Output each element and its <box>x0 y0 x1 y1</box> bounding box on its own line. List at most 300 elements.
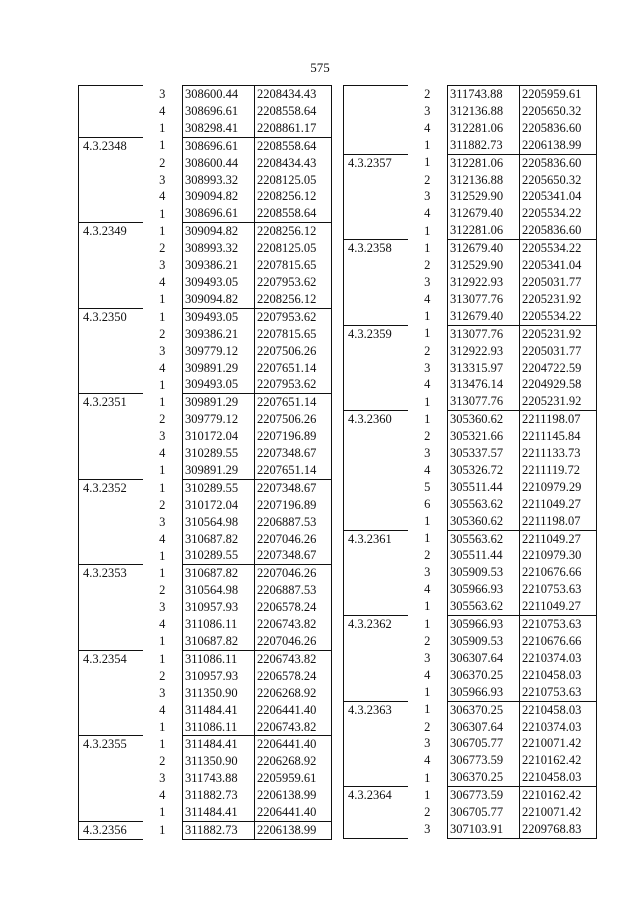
table-row <box>79 428 332 445</box>
x-coordinate-cell: 310564.98 <box>183 582 255 599</box>
y-coordinate-cell: 2210071.42 <box>520 735 597 752</box>
y-coordinate-cell: 2205534.22 <box>520 205 597 222</box>
point-number-cell: 1 <box>159 224 166 238</box>
parcel-id-cell <box>79 291 143 308</box>
table-row <box>344 222 597 239</box>
point-number-cell: 2 <box>159 668 166 683</box>
y-coordinate-cell: 2208256.12 <box>255 291 332 308</box>
table-row <box>79 86 332 103</box>
x-coordinate-cell: 312529.90 <box>448 257 520 274</box>
table-row <box>79 155 332 172</box>
table-row <box>344 564 597 581</box>
x-coordinate-cell: 308696.61 <box>183 103 255 120</box>
y-coordinate-cell: 2205231.92 <box>520 393 597 410</box>
table-row <box>79 565 332 582</box>
parcel-id-cell <box>79 274 143 291</box>
parcel-id-cell <box>79 86 143 103</box>
y-coordinate-cell: 2210458.03 <box>520 769 597 786</box>
parcel-id-cell <box>344 564 408 581</box>
point-number-cell: 3 <box>159 685 166 700</box>
x-coordinate-cell: 310957.93 <box>183 599 255 616</box>
point-number-cell: 4 <box>159 788 166 803</box>
table-row <box>344 393 597 410</box>
parcel-id-cell: 4.3.2355 <box>79 736 143 753</box>
table-row <box>79 531 332 548</box>
point-number-cell: 1 <box>424 531 431 546</box>
point-number-cell: 3 <box>424 189 431 204</box>
point-number-cell: 4 <box>159 702 166 717</box>
point-number-cell: 1 <box>424 240 431 255</box>
x-coordinate-cell: 308298.41 <box>183 120 255 137</box>
x-coordinate-cell: 312281.06 <box>448 222 520 239</box>
x-coordinate-cell: 311743.88 <box>448 86 520 103</box>
table-row <box>344 701 597 718</box>
point-number-cell: 4 <box>424 120 431 135</box>
x-coordinate-cell: 309891.29 <box>183 394 255 411</box>
parcel-id-cell <box>344 188 408 205</box>
x-coordinate-cell: 309779.12 <box>183 343 255 360</box>
y-coordinate-cell: 2206887.53 <box>255 514 332 531</box>
point-number-cell: 3 <box>424 103 431 118</box>
table-row <box>344 598 597 615</box>
x-coordinate-cell: 305909.53 <box>448 564 520 581</box>
y-coordinate-cell: 2208434.43 <box>255 155 332 172</box>
y-coordinate-cell: 2207953.62 <box>255 376 332 393</box>
point-number-cell: 1 <box>424 684 431 699</box>
x-coordinate-cell: 313077.76 <box>448 291 520 308</box>
y-coordinate-cell: 2207815.65 <box>255 257 332 274</box>
y-coordinate-cell: 2205231.92 <box>520 325 597 342</box>
table-row <box>79 205 332 222</box>
parcel-id-cell <box>79 428 143 445</box>
x-coordinate-cell: 305563.62 <box>448 530 520 547</box>
x-coordinate-cell: 309493.05 <box>183 376 255 393</box>
y-coordinate-cell: 2206743.82 <box>255 650 332 667</box>
table-row <box>344 581 597 598</box>
table-row <box>79 616 332 633</box>
parcel-id-cell <box>344 496 408 513</box>
parcel-id-cell <box>344 513 408 530</box>
parcel-id-cell <box>344 598 408 615</box>
parcel-id-cell: 4.3.2358 <box>344 240 408 257</box>
parcel-id-cell: 4.3.2349 <box>79 223 143 240</box>
x-coordinate-cell: 313077.76 <box>448 393 520 410</box>
y-coordinate-cell: 2210676.66 <box>520 633 597 650</box>
point-number-cell: 4 <box>424 462 431 477</box>
table-row <box>79 120 332 137</box>
point-number-cell: 4 <box>159 617 166 632</box>
point-number-cell: 2 <box>159 155 166 170</box>
table-row <box>79 787 332 804</box>
y-coordinate-cell: 2206887.53 <box>255 582 332 599</box>
y-coordinate-cell: 2207953.62 <box>255 308 332 325</box>
parcel-id-cell <box>79 770 143 787</box>
y-coordinate-cell: 2211049.27 <box>520 496 597 513</box>
table-row <box>344 821 597 838</box>
table-row <box>344 137 597 154</box>
point-number-cell: 1 <box>424 616 431 631</box>
parcel-id-cell <box>79 804 143 821</box>
y-coordinate-cell: 2208256.12 <box>255 188 332 205</box>
table-row <box>344 445 597 462</box>
y-coordinate-cell: 2208125.05 <box>255 172 332 189</box>
parcel-id-cell <box>79 360 143 377</box>
y-coordinate-cell: 2207506.26 <box>255 343 332 360</box>
point-number-cell: 3 <box>159 771 166 786</box>
y-coordinate-cell: 2210979.30 <box>520 547 597 564</box>
y-coordinate-cell: 2206441.40 <box>255 702 332 719</box>
point-number-cell: 2 <box>159 412 166 427</box>
x-coordinate-cell: 308600.44 <box>183 155 255 172</box>
point-number-cell: 4 <box>159 103 166 118</box>
table-row <box>344 735 597 752</box>
point-number-cell: 3 <box>159 172 166 187</box>
parcel-id-cell <box>344 103 408 120</box>
table-row <box>79 445 332 462</box>
point-number-cell: 4 <box>424 206 431 221</box>
y-coordinate-cell: 2206743.82 <box>255 719 332 736</box>
point-number-cell: 2 <box>424 429 431 444</box>
y-coordinate-cell: 2210162.42 <box>520 752 597 769</box>
point-number-cell: 2 <box>424 86 431 101</box>
x-coordinate-cell: 311882.73 <box>448 137 520 154</box>
y-coordinate-cell: 2206138.99 <box>255 821 332 839</box>
y-coordinate-cell: 2206138.99 <box>255 787 332 804</box>
parcel-id-cell <box>344 547 408 564</box>
point-number-cell: 4 <box>424 753 431 768</box>
x-coordinate-cell: 310289.55 <box>183 445 255 462</box>
x-coordinate-cell: 311484.41 <box>183 736 255 753</box>
parcel-id-cell <box>344 428 408 445</box>
x-coordinate-cell: 310687.82 <box>183 565 255 582</box>
parcel-id-cell <box>344 205 408 222</box>
point-number-cell: 4 <box>424 291 431 306</box>
table-row <box>344 240 597 257</box>
table-row <box>344 496 597 513</box>
point-number-cell: 2 <box>424 172 431 187</box>
left-coordinate-table <box>78 85 332 840</box>
table-row <box>79 804 332 821</box>
point-number-cell: 3 <box>159 514 166 529</box>
table-row <box>79 240 332 257</box>
parcel-id-cell: 4.3.2352 <box>79 479 143 496</box>
parcel-id-cell <box>344 308 408 325</box>
parcel-id-cell <box>344 667 408 684</box>
parcel-id-cell <box>344 172 408 189</box>
x-coordinate-cell: 305909.53 <box>448 633 520 650</box>
parcel-id-cell <box>79 376 143 393</box>
point-number-cell: 4 <box>424 582 431 597</box>
y-coordinate-cell: 2210162.42 <box>520 787 597 804</box>
point-number-cell: 4 <box>159 274 166 289</box>
y-coordinate-cell: 2210071.42 <box>520 804 597 821</box>
x-coordinate-cell: 309891.29 <box>183 462 255 479</box>
y-coordinate-cell: 2210753.63 <box>520 616 597 633</box>
parcel-id-cell <box>344 343 408 360</box>
y-coordinate-cell: 2210374.03 <box>520 719 597 736</box>
y-coordinate-cell: 2206578.24 <box>255 599 332 616</box>
parcel-id-cell: 4.3.2354 <box>79 650 143 667</box>
parcel-id-cell <box>79 326 143 343</box>
y-coordinate-cell: 2208125.05 <box>255 240 332 257</box>
table-row <box>79 103 332 120</box>
table-row <box>344 616 597 633</box>
point-number-cell: 4 <box>424 377 431 392</box>
x-coordinate-cell: 310289.55 <box>183 479 255 496</box>
point-number-cell: 2 <box>424 258 431 273</box>
point-number-cell: 2 <box>424 719 431 734</box>
parcel-id-cell <box>79 462 143 479</box>
y-coordinate-cell: 2208256.12 <box>255 223 332 240</box>
point-number-cell: 3 <box>159 86 166 101</box>
table-row <box>344 205 597 222</box>
y-coordinate-cell: 2207651.14 <box>255 462 332 479</box>
y-coordinate-cell: 2207196.89 <box>255 428 332 445</box>
table-row <box>344 752 597 769</box>
x-coordinate-cell: 305966.93 <box>448 684 520 701</box>
y-coordinate-cell: 2206268.92 <box>255 685 332 702</box>
y-coordinate-cell: 2211198.07 <box>520 513 597 530</box>
table-row <box>79 326 332 343</box>
point-number-cell: 1 <box>159 480 166 495</box>
parcel-id-cell <box>79 445 143 462</box>
table-row <box>79 137 332 154</box>
table-row <box>344 428 597 445</box>
x-coordinate-cell: 306705.77 <box>448 804 520 821</box>
table-row <box>344 513 597 530</box>
table-row <box>344 462 597 479</box>
point-number-cell: 1 <box>424 411 431 426</box>
parcel-id-cell <box>79 633 143 650</box>
x-coordinate-cell: 312529.90 <box>448 188 520 205</box>
y-coordinate-cell: 2210753.63 <box>520 684 597 701</box>
point-number-cell: 1 <box>159 822 166 837</box>
parcel-id-cell <box>344 804 408 821</box>
y-coordinate-cell: 2210458.03 <box>520 701 597 718</box>
point-number-cell: 1 <box>424 137 431 152</box>
x-coordinate-cell: 309094.82 <box>183 291 255 308</box>
x-coordinate-cell: 305563.62 <box>448 496 520 513</box>
x-coordinate-cell: 309094.82 <box>183 223 255 240</box>
parcel-id-cell <box>344 650 408 667</box>
point-number-cell: 2 <box>424 343 431 358</box>
parcel-id-cell <box>344 291 408 308</box>
parcel-id-cell <box>79 702 143 719</box>
x-coordinate-cell: 311743.88 <box>183 770 255 787</box>
y-coordinate-cell: 2211133.73 <box>520 445 597 462</box>
x-coordinate-cell: 313476.14 <box>448 376 520 393</box>
table-row <box>344 804 597 821</box>
parcel-id-cell: 4.3.2350 <box>79 308 143 325</box>
x-coordinate-cell: 306370.25 <box>448 769 520 786</box>
x-coordinate-cell: 308696.61 <box>183 137 255 154</box>
table-row <box>344 86 597 103</box>
point-number-cell: 3 <box>159 429 166 444</box>
point-number-cell: 3 <box>159 600 166 615</box>
table-row <box>344 154 597 171</box>
point-number-cell: 1 <box>424 309 431 324</box>
table-row <box>79 753 332 770</box>
table-row <box>79 188 332 205</box>
x-coordinate-cell: 308993.32 <box>183 240 255 257</box>
table-row <box>344 343 597 360</box>
y-coordinate-cell: 2205341.04 <box>520 188 597 205</box>
parcel-id-cell <box>79 599 143 616</box>
table-row <box>79 360 332 377</box>
point-number-cell: 2 <box>424 634 431 648</box>
table-row <box>79 172 332 189</box>
table-row <box>344 308 597 325</box>
parcel-id-cell <box>79 668 143 685</box>
point-number-cell: 1 <box>424 513 431 528</box>
point-number-cell: 4 <box>159 360 166 375</box>
x-coordinate-cell: 310172.04 <box>183 428 255 445</box>
y-coordinate-cell: 2206138.99 <box>520 137 597 154</box>
x-coordinate-cell: 312281.06 <box>448 154 520 171</box>
parcel-id-cell <box>79 582 143 599</box>
table-row <box>344 411 597 428</box>
x-coordinate-cell: 305360.62 <box>448 513 520 530</box>
parcel-id-cell: 4.3.2353 <box>79 565 143 582</box>
y-coordinate-cell: 2205031.77 <box>520 274 597 291</box>
y-coordinate-cell: 2204722.59 <box>520 360 597 377</box>
table-row <box>79 411 332 428</box>
parcel-id-cell <box>344 257 408 274</box>
table-row <box>79 736 332 753</box>
parcel-id-cell <box>344 274 408 291</box>
point-number-cell: 3 <box>424 446 431 461</box>
y-coordinate-cell: 2205650.32 <box>520 172 597 189</box>
table-row <box>79 668 332 685</box>
point-number-cell: 3 <box>159 258 166 273</box>
x-coordinate-cell: 313077.76 <box>448 325 520 342</box>
x-coordinate-cell: 309094.82 <box>183 188 255 205</box>
parcel-id-cell <box>344 769 408 786</box>
x-coordinate-cell: 309386.21 <box>183 326 255 343</box>
y-coordinate-cell: 2211049.27 <box>520 530 597 547</box>
y-coordinate-cell: 2207815.65 <box>255 326 332 343</box>
point-number-cell: 2 <box>159 583 166 598</box>
x-coordinate-cell: 312136.88 <box>448 103 520 120</box>
parcel-id-cell <box>79 411 143 428</box>
x-coordinate-cell: 311882.73 <box>183 821 255 839</box>
table-row <box>344 479 597 496</box>
table-row <box>79 479 332 496</box>
x-coordinate-cell: 308600.44 <box>183 86 255 103</box>
y-coordinate-cell: 2210676.66 <box>520 564 597 581</box>
y-coordinate-cell: 2208861.17 <box>255 120 332 137</box>
parcel-id-cell <box>79 257 143 274</box>
x-coordinate-cell: 311086.11 <box>183 650 255 667</box>
point-number-cell: 1 <box>159 463 166 478</box>
y-coordinate-cell: 2206268.92 <box>255 753 332 770</box>
table-row <box>79 685 332 702</box>
table-row <box>79 633 332 650</box>
y-coordinate-cell: 2207046.26 <box>255 531 332 548</box>
point-number-cell: 1 <box>424 223 431 238</box>
y-coordinate-cell: 2210753.63 <box>520 581 597 598</box>
x-coordinate-cell: 313315.97 <box>448 360 520 377</box>
y-coordinate-cell: 2208558.64 <box>255 205 332 222</box>
right-coordinate-table <box>343 85 597 839</box>
x-coordinate-cell: 312136.88 <box>448 172 520 189</box>
table-row <box>344 257 597 274</box>
y-coordinate-cell: 2211198.07 <box>520 411 597 428</box>
point-number-cell: 1 <box>159 548 166 563</box>
y-coordinate-cell: 2205534.22 <box>520 308 597 325</box>
y-coordinate-cell: 2208558.64 <box>255 103 332 120</box>
parcel-id-cell <box>344 752 408 769</box>
point-number-cell: 1 <box>159 805 166 820</box>
point-number-cell: 1 <box>159 138 166 153</box>
parcel-id-cell <box>79 753 143 770</box>
y-coordinate-cell: 2205959.61 <box>520 86 597 103</box>
y-coordinate-cell: 2210979.29 <box>520 479 597 496</box>
point-number-cell: 2 <box>159 754 166 769</box>
parcel-id-cell <box>79 343 143 360</box>
parcel-id-cell: 4.3.2359 <box>344 325 408 342</box>
point-number-cell: 4 <box>159 531 166 546</box>
x-coordinate-cell: 309891.29 <box>183 360 255 377</box>
parcel-id-cell <box>344 137 408 154</box>
x-coordinate-cell: 310957.93 <box>183 668 255 685</box>
parcel-id-cell <box>79 172 143 189</box>
point-number-cell: 3 <box>424 650 431 665</box>
point-number-cell: 4 <box>424 667 431 682</box>
parcel-id-cell <box>79 514 143 531</box>
table-row <box>79 257 332 274</box>
table-row <box>344 360 597 377</box>
point-number-cell: 1 <box>159 206 166 221</box>
x-coordinate-cell: 306705.77 <box>448 735 520 752</box>
parcel-id-cell <box>344 462 408 479</box>
point-number-cell: 1 <box>159 651 166 666</box>
parcel-id-cell <box>344 376 408 393</box>
y-coordinate-cell: 2207196.89 <box>255 497 332 514</box>
parcel-id-cell: 4.3.2363 <box>344 701 408 718</box>
x-coordinate-cell: 309386.21 <box>183 257 255 274</box>
x-coordinate-cell: 308696.61 <box>183 205 255 222</box>
point-number-cell: 1 <box>159 719 166 734</box>
parcel-id-cell <box>79 120 143 137</box>
point-number-cell: 1 <box>424 155 431 170</box>
table-row <box>79 462 332 479</box>
point-number-cell: 1 <box>424 599 431 614</box>
table-row <box>344 172 597 189</box>
parcel-id-cell <box>344 86 408 103</box>
table-row <box>344 530 597 547</box>
y-coordinate-cell: 2206743.82 <box>255 616 332 633</box>
point-number-cell: 3 <box>424 736 431 751</box>
table-row <box>79 514 332 531</box>
table-row <box>344 291 597 308</box>
parcel-id-cell <box>79 205 143 222</box>
y-coordinate-cell: 2207348.67 <box>255 445 332 462</box>
y-coordinate-cell: 2207046.26 <box>255 633 332 650</box>
y-coordinate-cell: 2207651.14 <box>255 394 332 411</box>
table-row <box>79 497 332 514</box>
y-coordinate-cell: 2204929.58 <box>520 376 597 393</box>
y-coordinate-cell: 2210374.03 <box>520 650 597 667</box>
table-row <box>79 821 332 839</box>
parcel-id-cell <box>344 581 408 598</box>
y-coordinate-cell: 2205650.32 <box>520 103 597 120</box>
table-row <box>344 325 597 342</box>
point-number-cell: 1 <box>159 121 166 136</box>
parcel-id-cell <box>344 821 408 838</box>
table-row <box>344 650 597 667</box>
x-coordinate-cell: 306773.59 <box>448 752 520 769</box>
